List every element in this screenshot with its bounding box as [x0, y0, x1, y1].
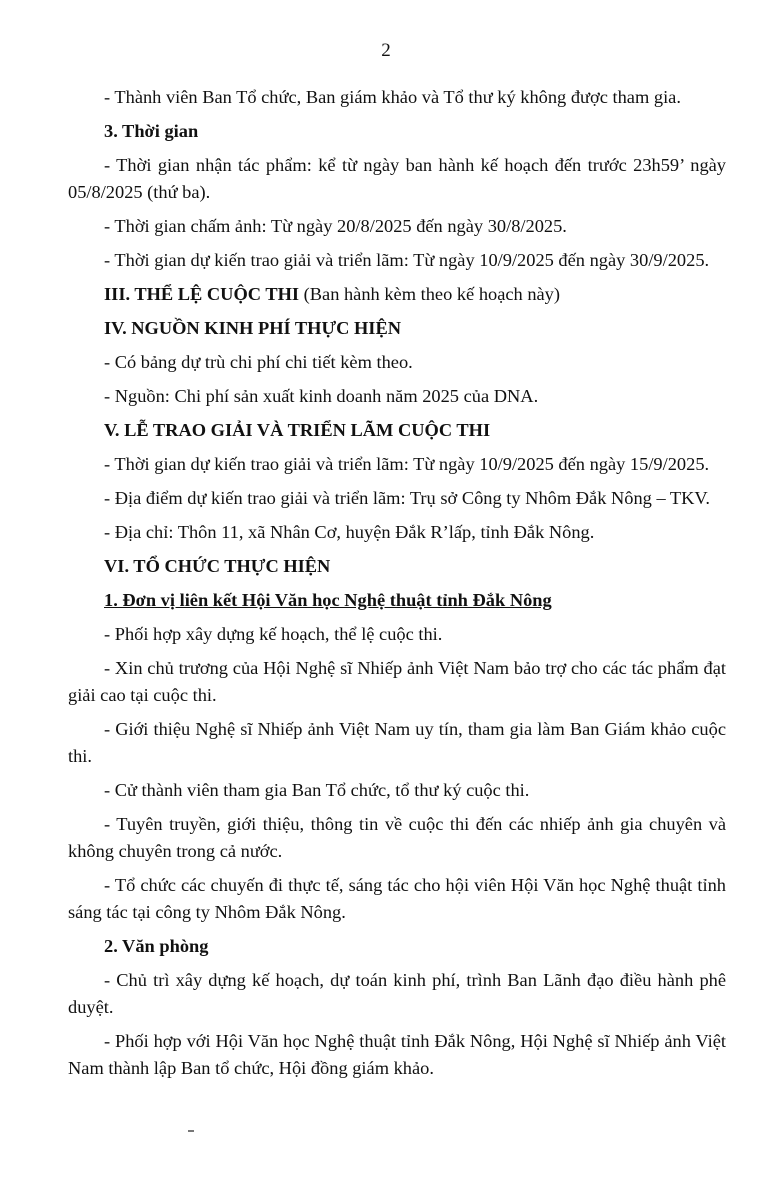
body-paragraph [68, 451, 726, 478]
section-heading [68, 315, 726, 342]
body-paragraph [68, 967, 726, 1021]
paragraph-text: - Thời gian dự kiến trao giải và triển lãm: Từ ngày 10/9/2025 đến ngày 15/9/2025. [104, 454, 710, 474]
paragraph-text: - Phối hợp xây dựng kế hoạch, thể lệ cuộc thi. [104, 624, 443, 644]
scan-mark [188, 1130, 194, 1132]
paragraph-text: - Địa điểm dự kiến trao giải và triển lãm: Trụ sở Công ty Nhôm Đắk Nông – TKV. [104, 488, 710, 508]
body-paragraph [68, 811, 726, 865]
paragraph-text: 3. Thời gian [104, 121, 199, 141]
paragraph-text: - Phối hợp với Hội Văn học Nghệ thuật tỉnh Đắk Nông, Hội Nghệ sĩ Nhiếp ảnh Việt Nam thành lập Ban tổ chức, Hội đồng giám khảo. [68, 1031, 726, 1078]
body-paragraph [68, 777, 726, 804]
paragraph-text: 2. Văn phòng [104, 936, 209, 956]
subsection-heading [68, 118, 726, 145]
document-body [68, 84, 726, 1089]
body-paragraph [68, 247, 726, 274]
paragraph-text: III. THỂ LỆ CUỘC THI [104, 284, 300, 304]
paragraph-text: - Xin chủ trương của Hội Nghệ sĩ Nhiếp ảnh Việt Nam bảo trợ cho các tác phẩm đạt giải cao tại cuộc thi. [68, 658, 726, 705]
paragraph-text: - Cử thành viên tham gia Ban Tổ chức, tổ thư ký cuộc thi. [104, 780, 530, 800]
paragraph-text: - Chủ trì xây dựng kế hoạch, dự toán kinh phí, trình Ban Lãnh đạo điều hành phê duyệt. [68, 970, 726, 1017]
body-paragraph [68, 84, 726, 111]
subsection-heading [68, 933, 726, 960]
body-paragraph [68, 485, 726, 512]
body-paragraph [68, 1028, 726, 1082]
paragraph-text: - Có bảng dự trù chi phí chi tiết kèm theo. [104, 352, 413, 372]
body-paragraph [68, 716, 726, 770]
body-paragraph [68, 383, 726, 410]
paragraph-text: - Nguồn: Chi phí sản xuất kinh doanh năm 2025 của DNA. [104, 386, 539, 406]
paragraph-text: IV. NGUỒN KINH PHÍ THỰC HIỆN [104, 318, 402, 338]
body-paragraph [68, 655, 726, 709]
subsection-heading [68, 587, 726, 614]
body-paragraph [68, 349, 726, 376]
heading-note: (Ban hành kèm theo kế hoạch này) [299, 284, 560, 304]
body-paragraph [68, 152, 726, 206]
section-heading [68, 281, 726, 308]
body-paragraph [68, 519, 726, 546]
section-heading [68, 417, 726, 444]
paragraph-text: - Thành viên Ban Tổ chức, Ban giám khảo và Tổ thư ký không được tham gia. [104, 87, 681, 107]
paragraph-text: - Thời gian dự kiến trao giải và triển lãm: Từ ngày 10/9/2025 đến ngày 30/9/2025. [104, 250, 710, 270]
body-paragraph [68, 621, 726, 648]
body-paragraph [68, 213, 726, 240]
paragraph-text: - Thời gian chấm ảnh: Từ ngày 20/8/2025 đến ngày 30/8/2025. [104, 216, 567, 236]
paragraph-text: - Thời gian nhận tác phẩm: kể từ ngày ban hành kế hoạch đến trước 23h59’ ngày 05/8/2025 (thứ ba). [68, 155, 726, 202]
paragraph-text: - Tuyên truyền, giới thiệu, thông tin về cuộc thi đến các nhiếp ảnh gia chuyên và không chuyên trong cả nước. [68, 814, 726, 861]
paragraph-text: V. LỄ TRAO GIẢI VÀ TRIỂN LÃM CUỘC THI [104, 420, 491, 440]
paragraph-text: - Địa chỉ: Thôn 11, xã Nhân Cơ, huyện Đắk R’lấp, tỉnh Đắk Nông. [104, 522, 595, 542]
page-number: 2 [381, 40, 391, 61]
paragraph-text: 1. Đơn vị liên kết Hội Văn học Nghệ thuật tỉnh Đắk Nông [104, 590, 552, 610]
paragraph-text: - Giới thiệu Nghệ sĩ Nhiếp ảnh Việt Nam uy tín, tham gia làm Ban Giám khảo cuộc thi. [68, 719, 726, 766]
paragraph-text: - Tổ chức các chuyến đi thực tế, sáng tác cho hội viên Hội Văn học Nghệ thuật tỉnh sáng tác tại công ty Nhôm Đắk Nông. [68, 875, 726, 922]
body-paragraph [68, 872, 726, 926]
section-heading [68, 553, 726, 580]
paragraph-text: VI. TỔ CHỨC THỰC HIỆN [104, 556, 331, 576]
